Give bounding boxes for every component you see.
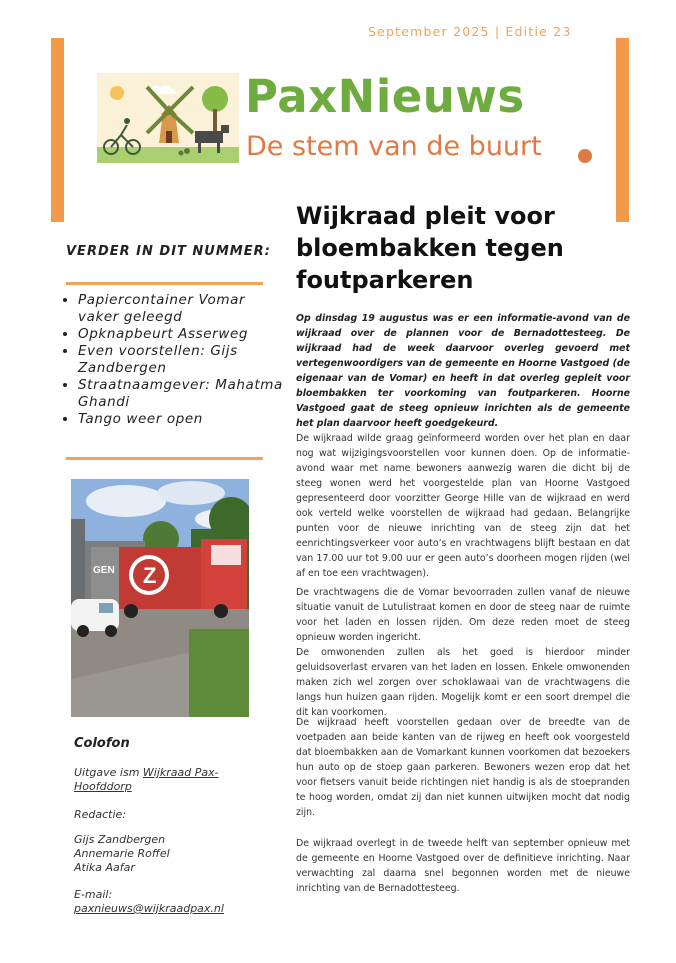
header-right-bar: [616, 38, 629, 222]
article-paragraph: De omwonenden zullen als het goed is hierdoor minder geluidsoverlast ervaren van het laden en lossen. Enkele omwonenden maken zich wel zorgen over schoklawaai van de vrachtwagens die langs hun huizen gaan rijden. Mogelijk komt er een soort drempel die dit kan voorkomen.: [296, 647, 630, 718]
sun-icon: [110, 86, 124, 100]
article-paragraph: De vrachtwagens die de Vomar bevoorraden zullen vanaf de nieuwe situatie vanuit de Lutulistraat komen en door de steeg naar de ruimte voor het laden en lossen rijden. Om deze reden moet de steeg opnieuw worden ingericht.: [296, 587, 630, 643]
publisher-prefix: Uitgave ism: [74, 766, 143, 779]
email-label: E-mail:: [74, 888, 113, 901]
sidebar-heading: VERDER IN DIT NUMMER:: [66, 244, 271, 259]
editors-label: Redactie:: [74, 808, 127, 821]
contents-item[interactable]: • Tango weer open: [78, 411, 288, 428]
contents-list: [62, 292, 288, 428]
truck-logo: Z: [143, 563, 157, 588]
tree-icon: [202, 86, 228, 112]
contents-item[interactable]: • Opknapbeurt Asserweg: [78, 326, 288, 343]
publisher-link[interactable]: Wijkraad Pax-Hoofddorp: [74, 766, 219, 793]
article-paragraph: De wijkraad wilde graag geïnformeerd worden over het plan en daar nog wat wijzigingsvoorstellen voor kunnen doen. Op de informatie-avond waar met name bewoners aanwezig waren die dicht bij de steeg wonen werd het voorgestelde plan van Hoorne Vastgoed gepresenteerd door voorzitter George Hille van de wijkraad en werd ook verteld welke voorstellen de wijkraad had gedaan. Belangrijke punten voor de nieuwe inrichting van de steeg zijn dat het eenrichtingsverkeer voor auto’s en vrachtwagens blijft bestaan en dat van 17.00 uur tot 9.00 uur er geen auto’s doorheen mogen rijden (wel af en toe een vrachtwagen).: [296, 433, 630, 579]
colofon-publisher: [74, 766, 254, 794]
editor-name: Atika Aafar: [74, 861, 135, 874]
contents-item[interactable]: • Papiercontainer Vomar vaker geleegd: [78, 292, 288, 326]
windmill-logo-illustration: [97, 73, 239, 163]
duck-icon: [184, 148, 190, 154]
sidebar-divider-top: [66, 282, 263, 285]
article-lead: Op dinsdag 19 augustus was er een informatie-avond van de wijkraad over de plannen voor de Bernadottesteeg. De wijkraad had de week daarvoor overleg gevoerd met vertegenwoordigers van de gemeente en Hoorne Vastgoed (de eigenaar van de Vomar) en heeft in dat overleg gepleit voor bloembakken ter voorkoming van foutparkeren. Hoorne Vastgoed gaat de steeg opnieuw inrichten als de gemeente het plan daarvoor heeft goedgekeurd.: [296, 313, 630, 429]
date-edition: September 2025 | Editie 23: [368, 24, 572, 39]
article-paragraph: De wijkraad overlegt in de tweede helft van september opnieuw met de gemeente en Hoorne Vastgoed over de definitieve inrichting. Naar verwachting zal daarna snel begonnen worden met de nieuwe inrichting van de Bernadottesteeg.: [296, 838, 630, 894]
email-link[interactable]: paxnieuws@wijkraadpax.nl: [74, 902, 224, 915]
article-paragraph: De wijkraad heeft voorstellen gedaan over de breedte van de voetpaden aan beide kanten van de rijweg en heeft ook voorgesteld dat bloembakken aan de Vomarkant kunnen voorkomen dat bezoekers hun auto op de stoep gaan parkeren. Bewoners wezen erop dat het voor fietsers vanuit beide richtingen niet handig is als de stoepranden te hoog worden, omdat zij dan niet kunnen uitwijken mocht dat nodig zijn.: [296, 717, 630, 818]
editor-name: Annemarie Roffel: [74, 847, 170, 860]
truck-text: GEN: [93, 565, 115, 576]
sidebar-divider-bottom: [66, 457, 263, 460]
header-left-bar: [51, 38, 64, 222]
contents-item[interactable]: • Straatnaamgever: Mahatma Ghandi: [78, 377, 288, 411]
editor-name: Gijs Zandbergen: [74, 833, 166, 846]
brand-name: PaxNieuws: [245, 70, 525, 123]
article-title: Wijkraad pleit voor bloembakken tegen foutparkeren: [296, 202, 564, 294]
decorative-dot: [578, 149, 592, 163]
contents-item[interactable]: • Even voorstellen: Gijs Zandbergen: [78, 343, 288, 377]
tagline: De stem van de buurt: [246, 131, 542, 162]
street-photo: [71, 479, 249, 717]
colofon-title: Colofon: [74, 736, 130, 751]
